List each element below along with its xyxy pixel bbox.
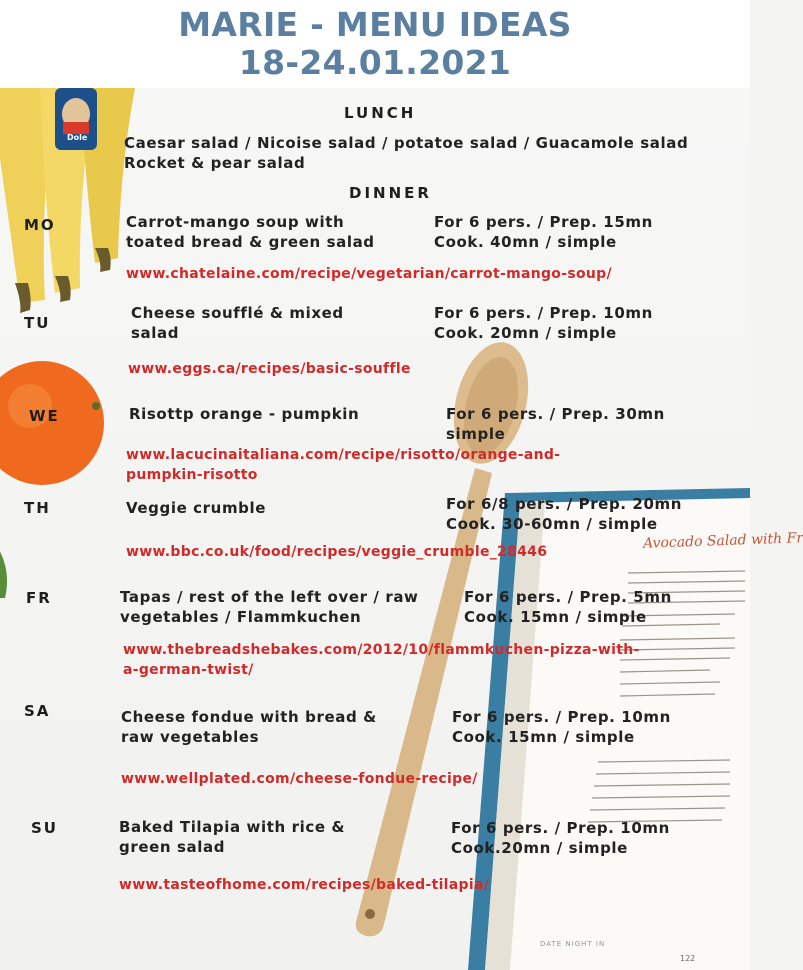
recipe-link-fr[interactable]: www.thebreadshebakes.com/2012/10/flammkuchen-pizza-with- a-german-twist/	[123, 642, 640, 678]
recipe-link-we[interactable]: www.lacucinaitaliana.com/recipe/risotto/orange-and- pumpkin-risotto	[126, 447, 561, 483]
recipe-info-fr: For 6 pers. / Prep. 5mn Cook. 15mn / simple	[464, 588, 672, 626]
lunch-ideas: Caesar salad / Nicoise salad / potatoe salad / Guacamole salad Rocket & pear salad	[124, 134, 689, 172]
day-label-tu: TU	[24, 314, 51, 332]
dish-we: Risottp orange - pumpkin	[129, 405, 360, 423]
recipe-link-th[interactable]: www.bbc.co.uk/food/recipes/veggie_crumble_28446	[126, 544, 548, 560]
day-label-sa: SA	[24, 702, 51, 720]
recipe-info-sa: For 6 pers. / Prep. 10mn Cook. 15mn / simple	[452, 708, 671, 746]
recipe-info-mo: For 6 pers. / Prep. 15mn Cook. 40mn / simple	[434, 213, 653, 251]
day-label-su: SU	[31, 819, 58, 837]
dish-su: Baked Tilapia with rice & green salad	[119, 818, 346, 856]
day-label-th: TH	[24, 499, 51, 517]
book-heading: Avocado Salad with Fr	[642, 530, 803, 552]
dish-tu: Cheese soufflé & mixed salad	[131, 304, 344, 342]
dish-sa: Cheese fondue with bread & raw vegetables	[121, 708, 377, 746]
recipe-link-tu[interactable]: www.eggs.ca/recipes/basic-souffle	[128, 361, 411, 377]
dish-th: Veggie crumble	[126, 499, 267, 517]
dish-mo: Carrot-mango soup with toated bread & green salad	[126, 213, 375, 251]
recipe-info-su: For 6 pers. / Prep. 10mn Cook.20mn / simple	[451, 819, 670, 857]
recipe-info-tu: For 6 pers. / Prep. 10mn Cook. 20mn / simple	[434, 304, 653, 342]
page-date-range: 18-24.01.2021	[238, 43, 512, 82]
book-page-number: 122	[680, 954, 696, 963]
dish-fr: Tapas / rest of the left over / raw vegetables / Flammkuchen	[120, 588, 419, 626]
day-label-mo: MO	[24, 216, 56, 234]
lunch-heading: LUNCH	[344, 104, 417, 122]
background-photo	[0, 88, 803, 970]
recipe-info-th: For 6/8 pers. / Prep. 20mn Cook. 30-60mn / simple	[446, 495, 683, 533]
banana-sticker-label: Dole	[67, 133, 88, 142]
page-header	[0, 0, 750, 88]
page-title: MARIE - MENU IDEAS	[178, 5, 572, 44]
day-label-fr: FR	[26, 589, 52, 607]
leaf-image	[0, 543, 7, 598]
banana-bunch-image	[0, 88, 135, 313]
recipe-link-su[interactable]: www.tasteofhome.com/recipes/baked-tilapia/	[119, 877, 490, 893]
recipe-link-mo[interactable]: www.chatelaine.com/recipe/vegetarian/carrot-mango-soup/	[126, 266, 612, 282]
book-page-label: DATE NIGHT IN	[540, 940, 606, 948]
recipe-link-sa[interactable]: www.wellplated.com/cheese-fondue-recipe/	[121, 771, 478, 787]
dinner-heading: DINNER	[349, 184, 432, 202]
recipe-info-we: For 6 pers. / Prep. 30mn simple	[446, 405, 665, 443]
day-label-we: WE	[29, 407, 60, 425]
